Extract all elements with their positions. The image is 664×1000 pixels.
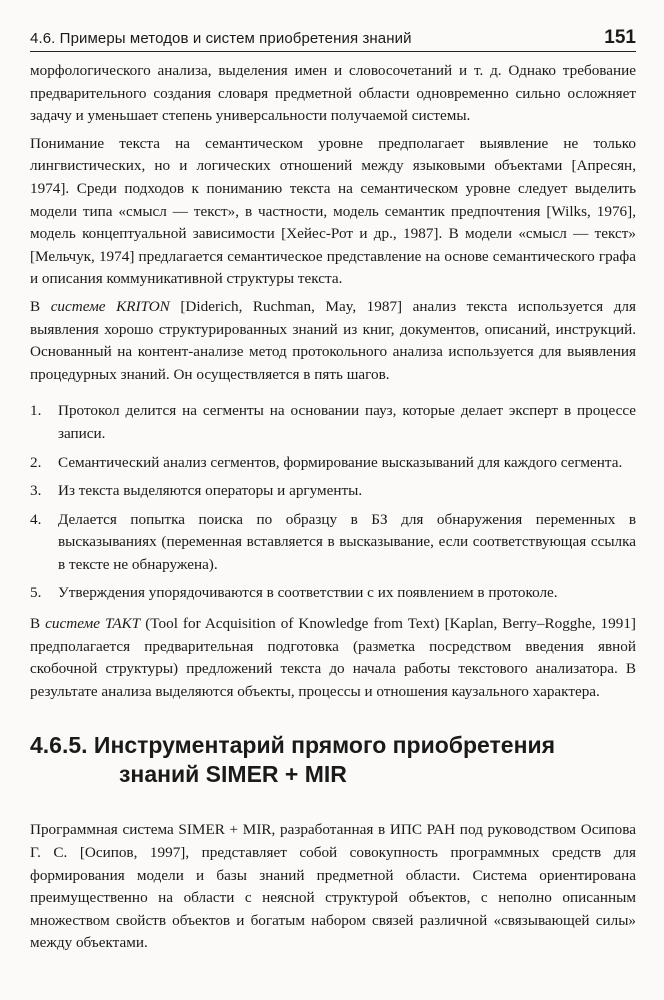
list-item-text: Из текста выделяются операторы и аргументы.	[58, 482, 363, 500]
section-heading-line2: знаний SIMER + MIR	[119, 761, 347, 788]
kriton-text: [Diderich, Ruchman, May, 1987] анализ текста используется для выявления хорошо структурированных знаний из книг, документов, описаний, инструкций. Основанный на контент-анализе метод протокольного анализа используется для выявления процедурных знаний. Он осуществляется в пять шагов.	[30, 297, 636, 383]
list-item-text: Семантический анализ сегментов, формирование высказываний для каждого сегмента.	[58, 453, 623, 471]
list-item	[30, 400, 636, 445]
list-item-number: 5.	[30, 584, 42, 602]
paragraph-morphology: морфологического анализа, выделения имен и словосочетаний и т. д. Однако требование предварительного создания словаря предметной области одновременно сильно осложняет задачу и уменьшает степень универсальности получаемой системы.	[30, 62, 636, 125]
takt-text: (Tool for Acquisition of Knowledge from Text) [Kaplan, Berry–Rogghe, 1991] предполагается предварительная подготовка (разметка посредством введения явной скобочной структуры) предложений текста до начала работы текстового анализатора. В результате анализа выделяются объекты, процессы и отношения каузального характера.	[30, 615, 636, 700]
running-header	[30, 0, 636, 52]
paragraph-semantic-understanding: Понимание текста на семантическом уровне предполагает выявление не только лингвистических, но и логических отношений между языковыми объектами [Апресян, 1974]. Среди подходов к пониманию текста на семантическом уровне следует выделить модели типа «смысл — текст», в частности, модель семантик предпочтения [Wilks, 1976], модель концептуальной зависимости [Хейес-Рот и др., 1987]. В модели «смысл — текст» [Мельчук, 1974] предлагается семантическое представление на основе семантического графа и описания коммуникативной структуры текста.	[30, 134, 636, 288]
kriton-system-name: системе KRITON	[50, 297, 170, 315]
kriton-lead: В	[30, 297, 51, 315]
list-item-number: 2.	[30, 453, 42, 471]
list-item-text: Утверждения упорядочиваются в соответствии с их появлением в протоколе.	[58, 584, 558, 602]
paragraph-takt	[30, 613, 636, 703]
section-heading-line1: 4.6.5. Инструментарий прямого приобретения	[30, 732, 556, 759]
list-item	[30, 582, 636, 605]
list-item-text: Протокол делится на сегменты на основании пауз, которые делает эксперт в процессе записи.	[58, 402, 636, 442]
takt-lead: В	[30, 615, 46, 633]
paragraph-kriton	[30, 296, 636, 386]
list-item	[30, 480, 636, 503]
page-number: 151	[604, 27, 636, 48]
takt-system-name: системе TAKT	[45, 615, 141, 633]
protocol-steps-list	[30, 400, 636, 605]
list-item-text: Делается попытка поиска по образцу в БЗ для обнаружения переменных в высказываниях (переменная вставляется в высказывание, если соответствующая ссылка в тексте не обнаружена).	[58, 510, 636, 573]
running-header-title: 4.6. Примеры методов и систем приобретения знаний	[30, 30, 412, 47]
list-item	[30, 452, 636, 475]
main-text	[30, 60, 636, 703]
list-item	[30, 509, 636, 577]
list-item-number: 4.	[30, 510, 42, 528]
list-item-number: 3.	[30, 482, 42, 500]
paragraph-simer-mir: Программная система SIMER + MIR, разработанная в ИПС РАН под руководством Осипова Г. С. [Осипов, 1997], представляет собой совокупность программных средств для формирования модели и базы знаний предметной области. Система ориентирована преимущественно на области с неясной структурой объектов, с неполно описанным множеством свойств объектов и богатым набором связей различной «связывающей силы» между объектами.	[30, 821, 636, 952]
section-heading	[30, 731, 636, 789]
list-item-number: 1.	[30, 402, 42, 420]
section-text	[30, 819, 636, 955]
